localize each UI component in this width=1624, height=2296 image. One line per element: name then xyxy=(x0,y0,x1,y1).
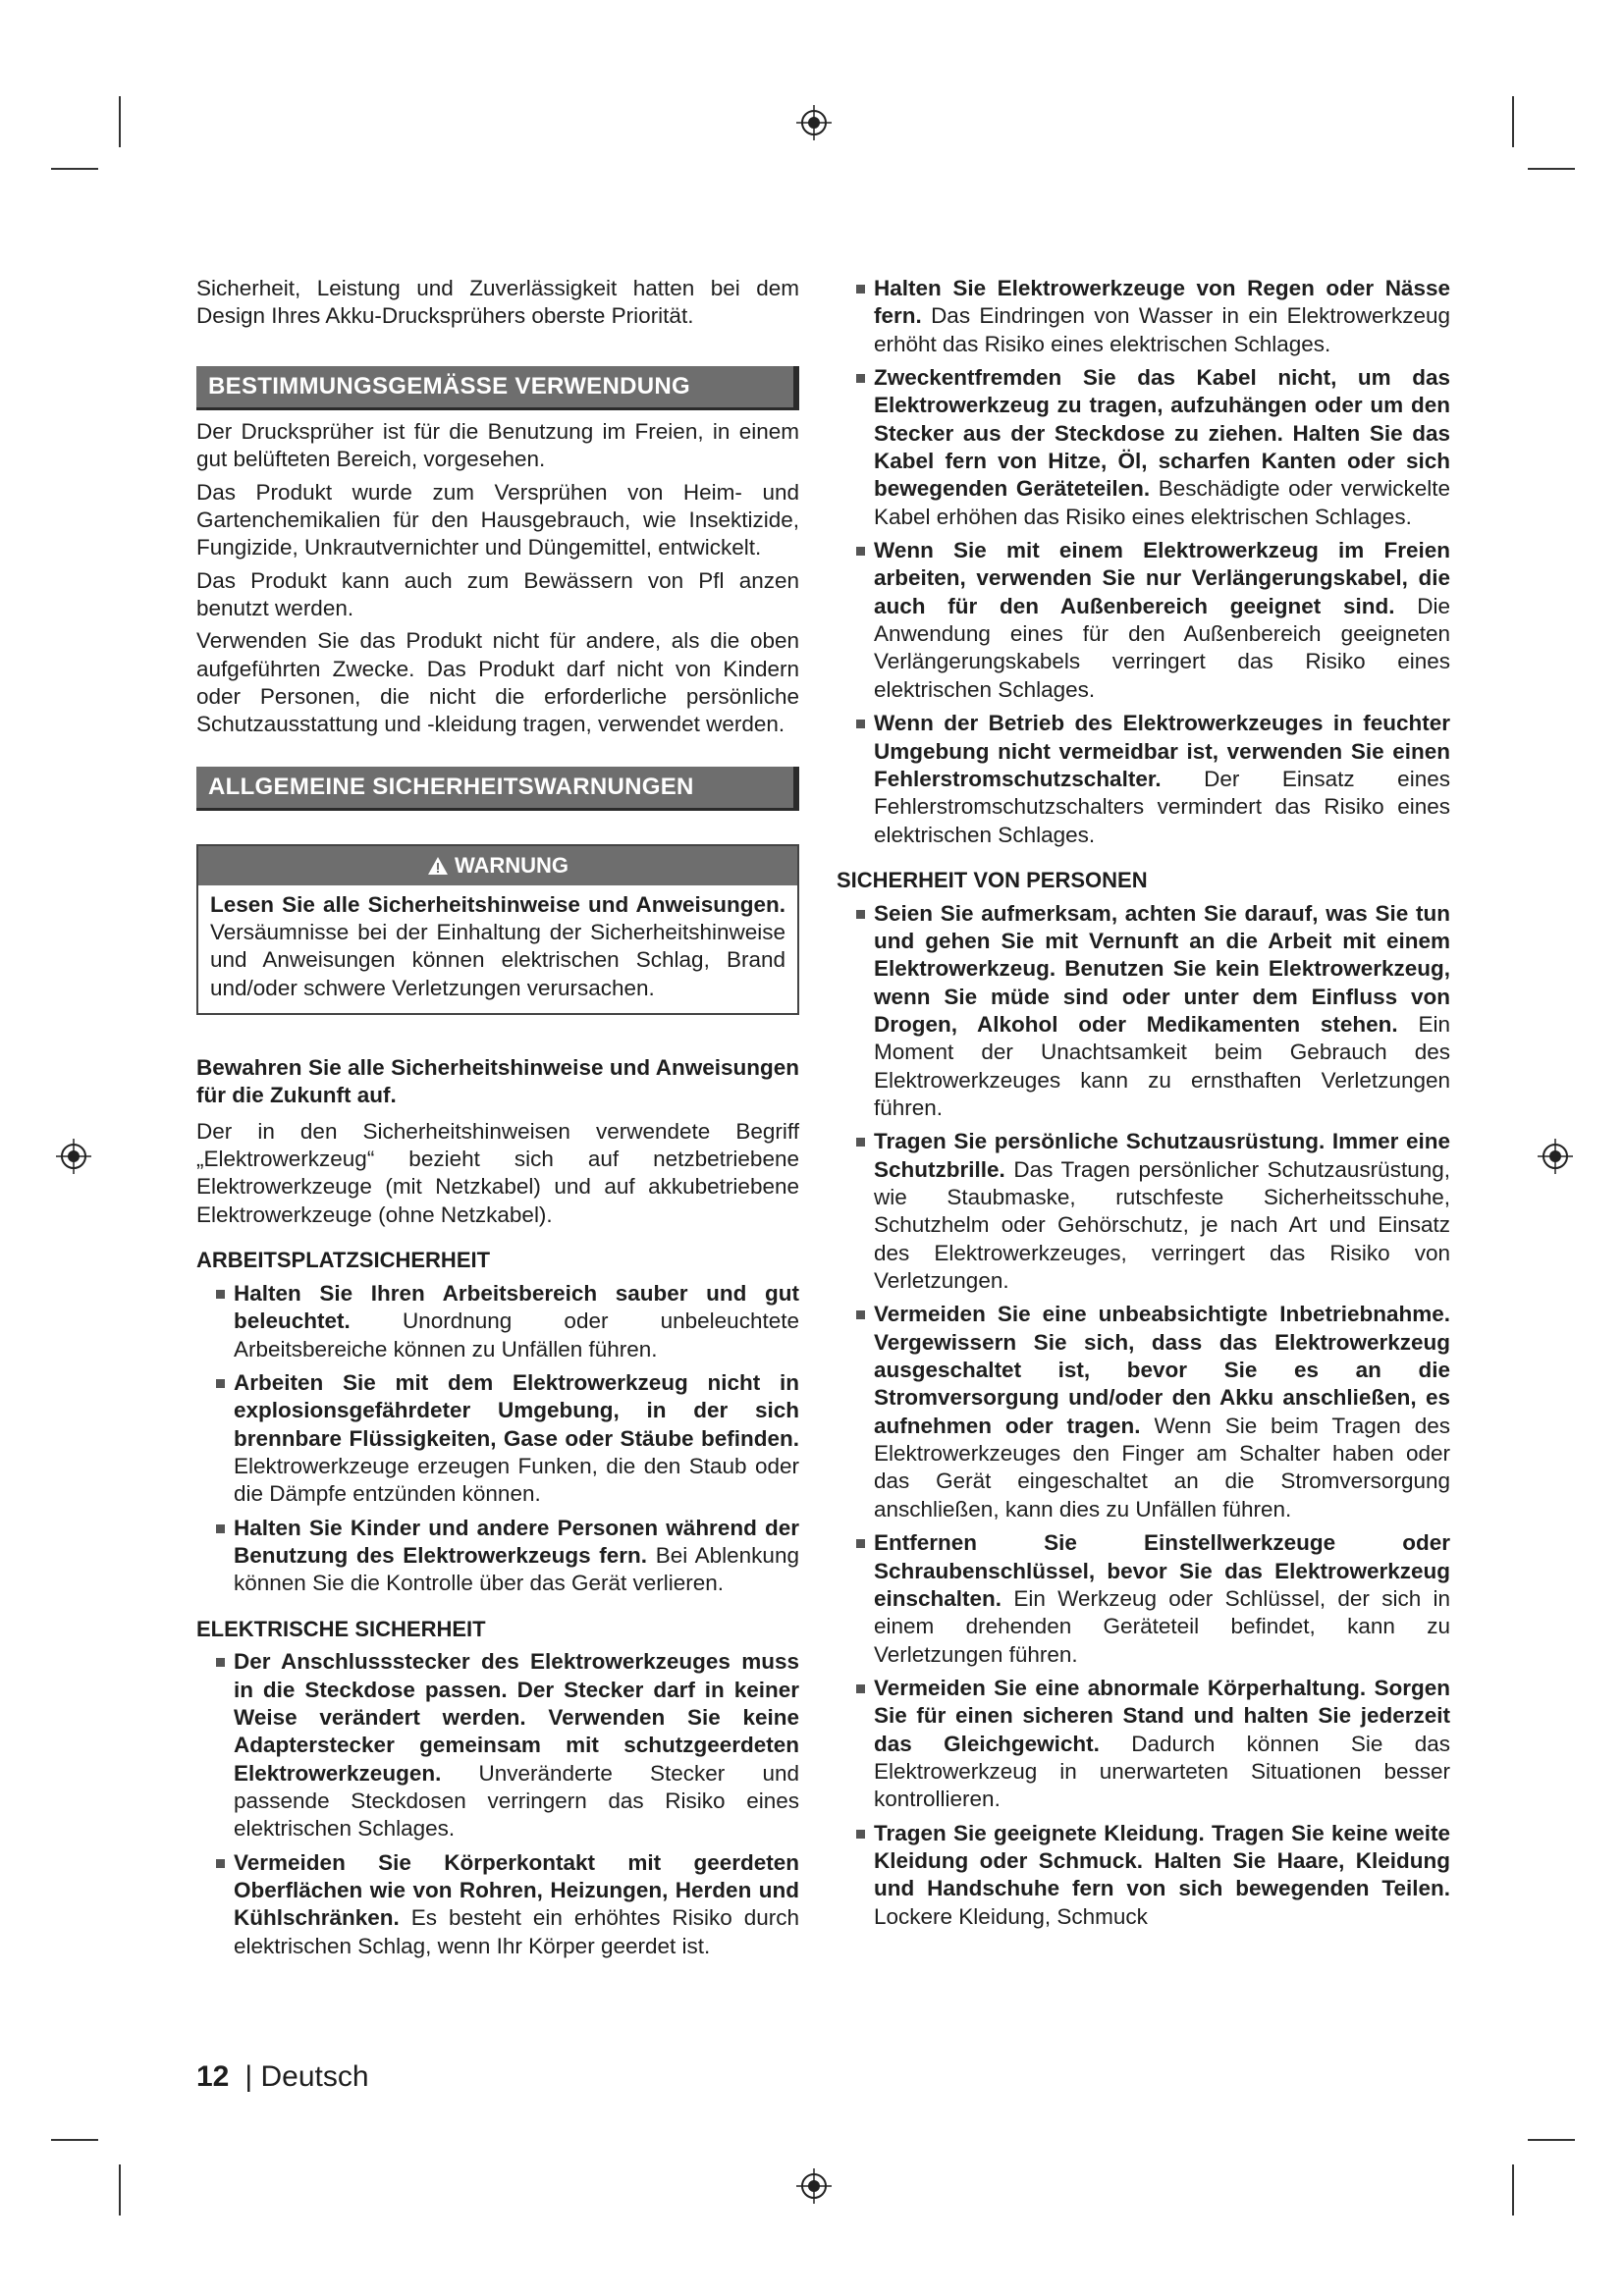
page-number: 12 xyxy=(196,2060,230,2093)
intro-paragraph: Sicherheit, Leistung und Zuverlässigkeit hatten bei dem Design Ihres Akku-Drucksprühers oberste Priorität. xyxy=(196,276,799,329)
list-item: Halten Sie Elektrowerkzeuge von Regen oder Nässe fern. Das Eindringen von Wasser in ein Elektrowerkzeug erhöht das Risiko eines elektrischen Schlages. xyxy=(837,275,1450,358)
term-definition: Der in den Sicherheitshinweisen verwendete Begriff „Elektrowerkzeug“ bezieht sich auf netzbetriebene Elektrowerkzeuge (mit Netzkabel) und auf akkubetriebene Elektrowerkzeuge (ohne Netzkabel). xyxy=(196,1118,799,1227)
list-item: Wenn Sie mit einem Elektrowerkzeug im Freien arbeiten, verwenden Sie nur Verlängerungskabel, die auch für den Außenbereich geeignet sind. Die Anwendung eines für den Außenbereich geeigneten Verlängerungskabels verringert das Risiko eines elektrischen Schlages. xyxy=(837,537,1450,704)
list-item: Wenn der Betrieb des Elektrowerkzeuges in feuchter Umgebung nicht vermeidbar ist, verwenden Sie einen Fehlerstromschutzschalter. Der Einsatz eines Fehlerstromschutzschalters vermindert das Risiko eines elektrischen Schlages. xyxy=(837,710,1450,849)
list-item: Tragen Sie persönliche Schutzausrüstung. Immer eine Schutzbrille. Das Tragen persönlicher Schutzausrüstung, wie Staubmaske, rutschfeste Sicherheitsschuhe, Schutzhelm oder Gehörschutz, je nach Art und Einsatz des Elektrowerkzeuges, verringert das Risiko von Verletzungen. xyxy=(837,1128,1450,1295)
crop-mark xyxy=(119,2164,121,2216)
personal-safety-list xyxy=(837,900,1450,1931)
left-column xyxy=(196,275,799,1966)
section-heading-intended-use: BESTIMMUNGSGEMÄSSE VERWENDUNG xyxy=(196,366,799,410)
registration-mark-icon xyxy=(54,1137,93,1176)
list-item: Zweckentfremden Sie das Kabel nicht, um das Elektrowerkzeug zu tragen, aufzuhängen oder um den Stecker aus der Steckdose zu ziehen. Halten Sie das Kabel fern von Hitze, Öl, scharfen Kanten oder sich bewegenden Geräteteilen. Beschädigte oder verwickelte Kabel erhöhen das Risiko eines elektrischen Schlages. xyxy=(837,364,1450,531)
keep-instructions-note: Bewahren Sie alle Sicherheitshinweise und Anweisungen für die Zukunft auf. xyxy=(196,1055,799,1108)
crop-mark xyxy=(1528,168,1575,170)
paragraph: Der Drucksprüher ist für die Benutzung im Freien, in einem gut belüfteten Bereich, vorgesehen. xyxy=(196,418,799,472)
crop-mark xyxy=(1512,96,1514,147)
subheading-work-area-safety: ARBEITSPLATZSICHERHEIT xyxy=(196,1248,491,1273)
list-item: Vermeiden Sie eine abnormale Körperhaltung. Sorgen Sie für einen sicheren Stand und halten Sie jederzeit das Gleichgewicht. Dadurch können Sie das Elektrowerkzeug in unerwarteten Situationen besser kontrollieren. xyxy=(837,1675,1450,1814)
page-footer xyxy=(196,2058,369,2096)
list-item: Seien Sie aufmerksam, achten Sie darauf, was Sie tun und gehen Sie mit Vernunft an die Arbeit mit einem Elektrowerkzeug. Benutzen Sie kein Elektrowerkzeug, wenn Sie müde sind oder unter dem Einfluss von Drogen, Alkohol oder Medikamenten stehen. Ein Moment der Unachtsamkeit beim Gebrauch des Elektrowerkzeuges kann zu ernsthaften Verletzungen führen. xyxy=(837,900,1450,1123)
warning-text: Versäumnisse bei der Einhaltung der Sicherheitshinweise und Anweisungen können elektrischen Schlag, Brand und/oder schwere Verletzungen verursachen. xyxy=(210,920,785,1000)
registration-mark-icon xyxy=(794,2166,834,2206)
right-column xyxy=(837,275,1450,1937)
section-heading-general-safety: ALLGEMEINE SICHERHEITSWARNUNGEN xyxy=(196,767,799,811)
list-item: Halten Sie Kinder und andere Personen während der Benutzung des Elektrowerkzeugs fern. Bei Ablenkung können Sie die Kontrolle über das Gerät verlieren. xyxy=(196,1515,799,1598)
list-item: Arbeiten Sie mit dem Elektrowerkzeug nicht in explosionsgefährdeter Umgebung, in der sich brennbare Flüssigkeiten, Gase oder Stäube befinden. Elektrowerkzeuge erzeugen Funken, die den Staub oder die Dämpfe entzünden können. xyxy=(196,1369,799,1509)
warning-triangle-icon xyxy=(427,856,449,876)
registration-mark-icon xyxy=(1536,1137,1575,1176)
crop-mark xyxy=(1512,2164,1514,2216)
registration-mark-icon xyxy=(794,103,834,142)
crop-mark xyxy=(51,2139,98,2141)
work-area-list xyxy=(196,1280,799,1598)
warning-title: WARNUNG xyxy=(454,852,569,878)
paragraph: Das Produkt kann auch zum Bewässern von Pfl anzen benutzt werden. xyxy=(196,567,799,620)
crop-mark xyxy=(1528,2139,1575,2141)
subheading-electrical-safety: ELEKTRISCHE SICHERHEIT xyxy=(196,1616,486,1641)
electrical-safety-list xyxy=(196,1648,799,1960)
warning-body xyxy=(198,885,797,1013)
paragraph: Verwenden Sie das Produkt nicht für andere, als die oben aufgeführten Zwecke. Das Produkt darf nicht von Kindern oder Personen, die nicht die erforderliche persönliche Schutzausstattung und -kleidung tragen, verwendet werden. xyxy=(196,628,799,737)
language-label: | Deutsch xyxy=(244,2060,369,2093)
electrical-safety-list-continued xyxy=(837,275,1450,849)
list-item: Entfernen Sie Einstellwerkzeuge oder Schraubenschlüssel, bevor Sie das Elektrowerkzeug einschalten. Ein Werkzeug oder Schlüssel, der sich in einem drehenden Geräteteil befindet, kann zu Verletzungen führen. xyxy=(837,1529,1450,1669)
crop-mark xyxy=(51,168,98,170)
list-item: Der Anschlussstecker des Elektrowerkzeuges muss in die Steckdose passen. Der Stecker darf in keiner Weise verändert werden. Verwenden Sie keine Adapterstecker gemeinsam mit schutzgeerdeten Elektrowerkzeugen. Unveränderte Stecker und passende Steckdosen verringern das Risiko eines elektrischen Schlages. xyxy=(196,1648,799,1842)
warning-bold-text: Lesen Sie alle Sicherheitshinweise und Anweisungen. xyxy=(210,891,785,917)
warning-box xyxy=(196,844,799,1015)
paragraph: Das Produkt wurde zum Versprühen von Heim- und Gartenchemikalien für den Hausgebrauch, wie Insektizide, Fungizide, Unkrautvernichter und Düngemittel, entwickelt. xyxy=(196,479,799,561)
list-item: Vermeiden Sie eine unbeabsichtigte Inbetriebnahme. Vergewissern Sie sich, dass das Elektrowerkzeug ausgeschaltet ist, bevor Sie es an die Stromversorgung und/oder den Akku anschließen, es aufnehmen oder tragen. Wenn Sie beim Tragen des Elektrowerkzeuges den Finger am Schalter haben oder das Gerät eingeschaltet an die Stromversorgung anschließen, kann dies zu Unfällen führen. xyxy=(837,1301,1450,1523)
crop-mark xyxy=(119,96,121,147)
warning-header xyxy=(198,846,797,885)
list-item: Tragen Sie geeignete Kleidung. Tragen Sie keine weite Kleidung oder Schmuck. Halten Sie Haare, Kleidung und Handschuhe fern von sich bewegenden Teilen. Lockere Kleidung, Schmuck xyxy=(837,1820,1450,1931)
list-item: Halten Sie Ihren Arbeitsbereich sauber und gut beleuchtet. Unordnung oder unbeleuchtete Arbeitsbereiche können zu Unfällen führen. xyxy=(196,1280,799,1363)
list-item: Vermeiden Sie Körperkontakt mit geerdeten Oberflächen wie von Rohren, Heizungen, Herden und Kühlschränken. Es besteht ein erhöhtes Risiko durch elektrischen Schlag, wenn Ihr Körper geerdet ist. xyxy=(196,1849,799,1960)
subheading-personal-safety: SICHERHEIT VON PERSONEN xyxy=(837,867,1148,892)
